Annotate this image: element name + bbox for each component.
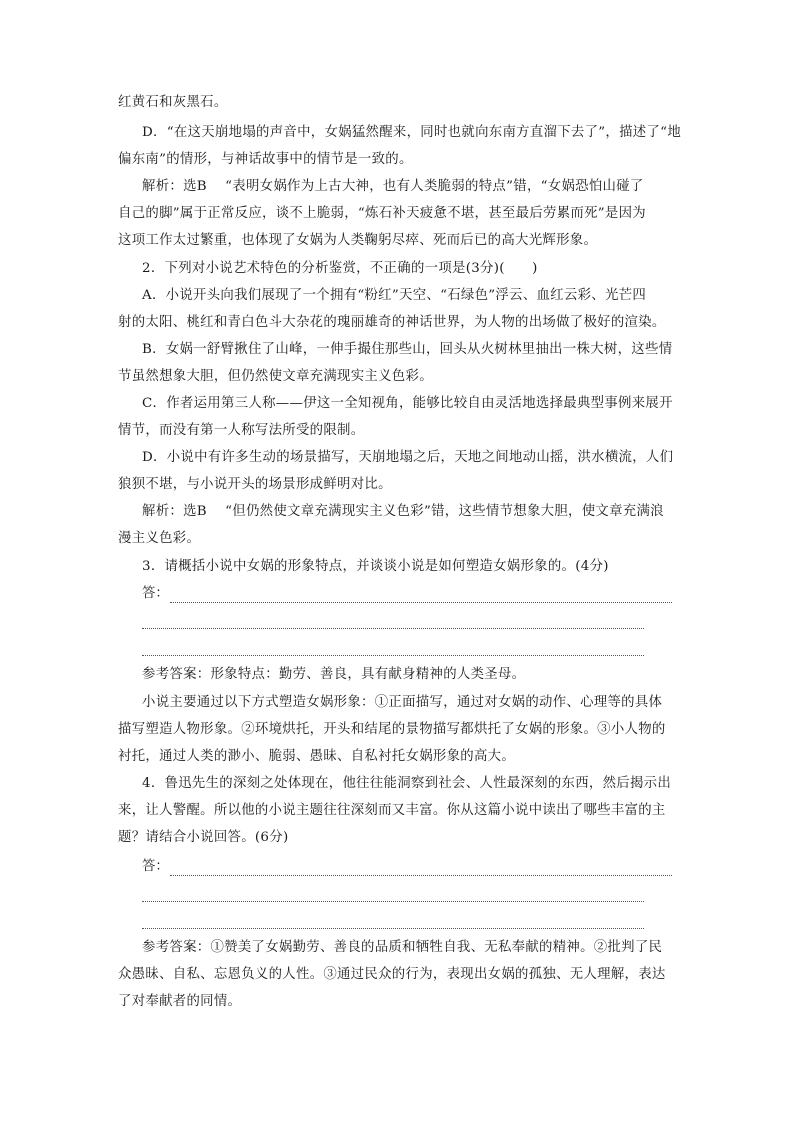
text-line: 描写塑造人物形象。②环境烘托，开头和结尾的景物描写都烘托了女娲的形象。③小人物的 <box>118 722 666 737</box>
option-d: D．小说中有许多生动的场景描写，天崩地塌之后，天地之间地动山摇，洪水横流，人们 <box>142 450 674 465</box>
text-line: 衬托，通过人类的渺小、脆弱、愚昧、自私衬托女娲形象的高大。 <box>118 749 516 764</box>
analysis-line: 解析：选B “表明女娲作为上古大神，也有人类脆弱的特点”错，“女娲恐怕山碰了 <box>142 179 644 194</box>
option-d: D．“在这天崩地塌的声音中，女娲猛然醒来，同时也就向东南方直溜下去了”，描述了“地 <box>142 125 682 140</box>
text-line: 红黄石和灰黑石。 <box>118 95 228 110</box>
text-line: 节虽然想象大胆，但仍然使文章充满现实主义色彩。 <box>118 369 433 384</box>
option-a: A．小说开头向我们展现了一个拥有“粉红”天空、“石绿色”浮云、血红云彩、光芒四 <box>142 288 647 303</box>
text-line: 题？请结合小说回答。(6分) <box>118 830 289 845</box>
text-line: 这项工作太过繁重，也体现了女娲为人类鞠躬尽瘁、死而后已的高大光辉形象。 <box>118 233 598 248</box>
reference-answer: 参考答案：①赞美了女娲勤劳、善良的品质和牺牲自我、无私奉献的精神。②批判了民 <box>142 940 663 955</box>
answer-blank-line[interactable] <box>142 628 644 629</box>
option-c: C．作者运用第三人称——伊这一全知视角，能够比较自由灵活地选择最典型事例来展开 <box>142 396 673 411</box>
answer-blank-line[interactable] <box>170 875 672 876</box>
question-2: 2．下列对小说艺术特色的分析鉴赏，不正确的一项是(3分)( ) <box>142 261 538 276</box>
option-b: B．女娲一舒臂揪住了山峰，一伸手撮住那些山，回头从火树林里抽出一株大树，这些情 <box>142 342 673 357</box>
answer-blank-line[interactable] <box>170 602 672 603</box>
text-line: 来，让人警醒。所以他的小说主题往往深刻而又丰富。你从这篇小说中读出了哪些丰富的主 <box>118 803 666 818</box>
text-line: 了对奉献者的同情。 <box>118 994 242 1009</box>
text-line: 自己的脚”属于正常反应，谈不上脆弱，“炼石补天疲惫不堪，甚至最后劳累而死”是因为 <box>118 206 646 221</box>
question-4: 4．鲁迅先生的深刻之处体现在，他往往能洞察到社会、人性最深刻的东西，然后揭示出 <box>142 776 672 791</box>
answer-blank-line[interactable] <box>142 928 644 929</box>
text-line: 情节，而没有第一人称写法所受的限制。 <box>118 423 365 438</box>
text-line: 偏东南”的情形，与神话故事中的情节是一致的。 <box>118 152 413 167</box>
answer-blank-line[interactable] <box>142 901 644 902</box>
answer-label: 答： <box>142 586 169 601</box>
analysis-line: 解析：选B “但仍然使文章充满现实主义色彩”错，这些情节想象大胆，使文章充满浪 <box>142 504 664 519</box>
text-line: 众愚昧、自私、忘恩负义的人性。③通过民众的行为，表现出女娲的孤独、无人理解，表达 <box>118 967 666 982</box>
text-line: 射的太阳、桃红和青白色斗大杂花的瑰丽雄奇的神话世界，为人物的出场做了极好的渲染。 <box>118 315 666 330</box>
question-3: 3．请概括小说中女娲的形象特点，并谈谈小说是如何塑造女娲形象的。(4分) <box>142 559 609 574</box>
text-line: 狼狈不堪，与小说开头的场景形成鲜明对比。 <box>118 477 392 492</box>
reference-answer: 参考答案：形象特点：勤劳、善良，具有献身精神的人类圣母。 <box>142 667 526 682</box>
answer-blank-line[interactable] <box>142 655 644 656</box>
answer-label: 答： <box>142 859 169 874</box>
text-line: 小说主要通过以下方式塑造女娲形象：①正面描写，通过对女娲的动作、心理等的具体 <box>142 695 663 710</box>
text-line: 漫主义色彩。 <box>118 531 201 546</box>
